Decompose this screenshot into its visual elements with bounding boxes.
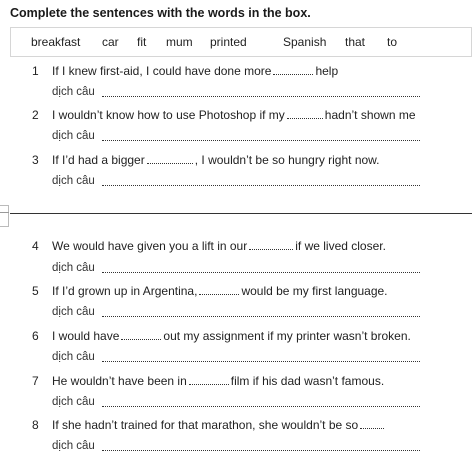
- translation-line[interactable]: [102, 315, 420, 317]
- answer-blank[interactable]: [189, 374, 229, 385]
- translation-label: dịch câu: [52, 130, 95, 142]
- translation-label: dịch câu: [52, 86, 95, 98]
- word-fit: fit: [137, 35, 147, 49]
- translation-line[interactable]: [102, 405, 420, 407]
- word-to: to: [387, 35, 398, 49]
- sentence-text-before: He wouldn’t have been in: [52, 374, 187, 388]
- sentence-number: 4: [32, 239, 39, 253]
- answer-blank[interactable]: [199, 284, 239, 295]
- sentence-text-after: , I wouldn’t be so hungry right now.: [194, 153, 380, 167]
- sentence-number: 6: [32, 329, 39, 343]
- sentence-number: 8: [32, 418, 39, 432]
- sentence-number: 5: [32, 284, 39, 298]
- sentence-text-after: out my assignment if my printer wasn’t broken.: [163, 329, 411, 343]
- word-that: that: [345, 35, 366, 49]
- sentence-number: 3: [32, 153, 39, 167]
- sentence-text-before: We would have given you a lift in our: [52, 239, 248, 253]
- exercise-title: Complete the sentences with the words in the box.: [10, 6, 311, 20]
- word-box: [10, 27, 472, 57]
- word-spanish: Spanish: [283, 35, 327, 49]
- word-car: car: [102, 35, 119, 49]
- sentence-text-before: I wouldn’t know how to use Photoshop if my: [52, 108, 285, 122]
- sentence-text-before: If I knew first-aid, I could have done more: [52, 64, 272, 78]
- translation-line[interactable]: [102, 139, 420, 141]
- translation-line[interactable]: [102, 184, 420, 186]
- translation-label: dịch câu: [52, 262, 95, 274]
- sentence-text-before: I would have: [52, 329, 120, 343]
- translation-line[interactable]: [102, 95, 420, 97]
- answer-blank[interactable]: [249, 239, 293, 250]
- answer-blank[interactable]: [287, 108, 323, 119]
- translation-label: dịch câu: [52, 175, 95, 187]
- translation-line[interactable]: [102, 360, 420, 362]
- word-mum: mum: [166, 35, 193, 49]
- translation-line[interactable]: [102, 271, 420, 273]
- sentence-text-after: help: [315, 64, 339, 78]
- answer-blank[interactable]: [121, 329, 161, 340]
- sentence-text-after: if we lived closer.: [295, 239, 386, 253]
- sentence-number: 1: [32, 64, 39, 78]
- page-marker-line: [0, 212, 9, 213]
- sentence-number: 2: [32, 108, 39, 122]
- sentence-text-after: hadn’t shown me: [324, 108, 416, 122]
- page-separator: [10, 213, 472, 214]
- translation-label: dịch câu: [52, 306, 95, 318]
- translation-label: dịch câu: [52, 351, 95, 363]
- translation-label: dịch câu: [52, 396, 95, 408]
- sentence-text-after: film if his dad wasn’t famous.: [230, 374, 385, 388]
- translation-label: dịch câu: [52, 440, 95, 452]
- page-marker: [0, 205, 9, 227]
- answer-blank[interactable]: [147, 153, 193, 164]
- word-printed: printed: [210, 35, 247, 49]
- translation-line[interactable]: [102, 449, 420, 451]
- sentence-text-before: If I’d grown up in Argentina,: [52, 284, 198, 298]
- sentence-number: 7: [32, 374, 39, 388]
- sentence-text-before: If she hadn’t trained for that marathon, she wouldn’t be so: [52, 418, 359, 432]
- answer-blank[interactable]: [273, 64, 313, 75]
- word-breakfast: breakfast: [31, 35, 81, 49]
- sentence-text-after: would be my first language.: [241, 284, 388, 298]
- sentence-text-before: If I’d had a bigger: [52, 153, 145, 167]
- answer-blank[interactable]: [360, 418, 384, 429]
